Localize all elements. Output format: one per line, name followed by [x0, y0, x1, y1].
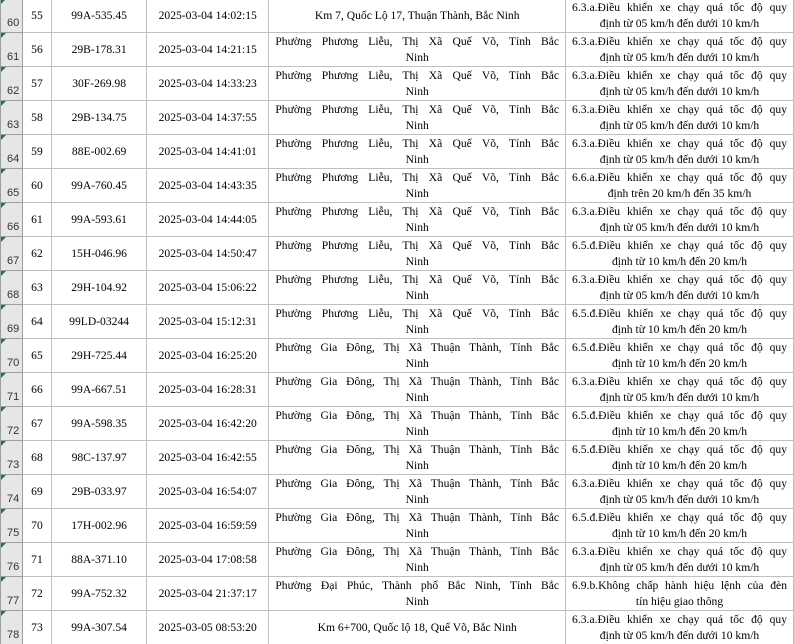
plate-cell[interactable]: 29B-033.97	[52, 475, 147, 509]
stt-cell[interactable]: 72	[22, 577, 51, 611]
table-row[interactable]	[1, 475, 794, 509]
violation-line: định từ 10 km/h đến 20 km/h	[611, 526, 748, 540]
violation-line: định từ 05 km/h đến dưới 10 km/h	[599, 50, 760, 64]
violation-cell[interactable]	[566, 475, 794, 509]
location-line: Phường Phương Liễu, Thị Xã Quế Võ, Tỉnh Bắc	[275, 34, 560, 48]
violation-line: 6.5.đ.Điều khiển xe chạy quá tốc độ quy	[572, 238, 787, 252]
plate-cell[interactable]: 29H-725.44	[52, 339, 147, 373]
violation-cell[interactable]	[566, 611, 794, 644]
violation-line: định từ 10 km/h đến 20 km/h	[611, 356, 748, 370]
violation-line: định từ 05 km/h đến dưới 10 km/h	[599, 560, 760, 574]
violation-cell[interactable]	[566, 67, 794, 101]
location-line: Ninh	[405, 288, 429, 302]
violation-line: 6.5.đ.Điều khiển xe chạy quá tốc độ quy	[572, 340, 787, 354]
stt-cell[interactable]: 62	[22, 237, 51, 271]
time-cell[interactable]: 2025-03-04 14:37:55	[147, 101, 269, 135]
time-cell[interactable]: 2025-03-04 16:28:31	[147, 373, 269, 407]
violation-line: 6.9.b.Không chấp hành hiệu lệnh của đèn	[572, 578, 787, 592]
violation-cell[interactable]	[566, 339, 794, 373]
location-cell[interactable]	[269, 169, 566, 203]
location-line: Ninh	[405, 220, 429, 234]
violation-line: 6.6.a.Điều khiển xe chạy quá tốc độ quy	[572, 170, 787, 184]
location-line: Phường Phương Liễu, Thị Xã Quế Võ, Tỉnh Bắc	[275, 170, 560, 184]
row-header[interactable]: 72	[1, 407, 23, 441]
location-line: Ninh	[405, 84, 429, 98]
row-header[interactable]: 78	[1, 611, 23, 644]
violation-line: 6.3.a.Điều khiển xe chạy quá tốc độ quy	[572, 374, 787, 388]
violation-cell[interactable]	[566, 305, 794, 339]
location-line: Ninh	[405, 254, 429, 268]
violation-cell[interactable]	[566, 169, 794, 203]
location-cell[interactable]	[269, 0, 566, 33]
table-row[interactable]	[1, 441, 794, 475]
violation-line: 6.3.a.Điều khiển xe chạy quá tốc độ quy	[572, 544, 787, 558]
plate-cell[interactable]: 29B-134.75	[52, 101, 147, 135]
violation-cell[interactable]	[566, 543, 794, 577]
stt-cell[interactable]: 68	[22, 441, 51, 475]
location-line: Ninh	[405, 458, 429, 472]
row-header[interactable]: 70	[1, 339, 23, 373]
location-cell[interactable]	[269, 339, 566, 373]
stt-cell[interactable]: 70	[22, 509, 51, 543]
plate-cell[interactable]: 99A-760.45	[52, 169, 147, 203]
row-header[interactable]: 74	[1, 475, 23, 509]
stt-cell[interactable]: 58	[22, 101, 51, 135]
plate-cell[interactable]: 30F-269.98	[52, 67, 147, 101]
location-line: Ninh	[405, 186, 429, 200]
table-row[interactable]	[1, 203, 794, 237]
violation-line: 6.5.đ.Điều khiển xe chạy quá tốc độ quy	[572, 442, 787, 456]
time-cell[interactable]: 2025-03-04 16:25:20	[147, 339, 269, 373]
time-cell[interactable]: 2025-03-04 21:37:17	[147, 577, 269, 611]
table-row[interactable]	[1, 339, 794, 373]
violation-cell[interactable]	[566, 101, 794, 135]
location-cell[interactable]	[269, 305, 566, 339]
location-cell[interactable]	[269, 33, 566, 67]
stt-cell[interactable]: 63	[22, 271, 51, 305]
violation-cell[interactable]	[566, 271, 794, 305]
table-row[interactable]	[1, 169, 794, 203]
location-line: Ninh	[405, 118, 429, 132]
stt-cell[interactable]: 66	[22, 373, 51, 407]
location-cell[interactable]	[269, 509, 566, 543]
table-row[interactable]	[1, 305, 794, 339]
plate-cell[interactable]: 99A-307.54	[52, 611, 147, 644]
time-cell[interactable]: 2025-03-04 16:54:07	[147, 475, 269, 509]
location-line: Ninh	[405, 356, 429, 370]
row-header[interactable]: 73	[1, 441, 23, 475]
table-row[interactable]	[1, 67, 794, 101]
table-row[interactable]	[1, 611, 794, 644]
stt-cell[interactable]: 69	[22, 475, 51, 509]
location-cell[interactable]	[269, 237, 566, 271]
stt-cell[interactable]: 65	[22, 339, 51, 373]
time-cell[interactable]: 2025-03-04 16:42:55	[147, 441, 269, 475]
violation-line: 6.3.a.Điều khiển xe chạy quá tốc độ quy	[572, 102, 787, 116]
stt-cell[interactable]: 61	[22, 203, 51, 237]
violation-line: định từ 05 km/h đến dưới 10 km/h	[599, 390, 760, 404]
location-line: Ninh	[405, 390, 429, 404]
table-row[interactable]	[1, 407, 794, 441]
violation-line: định từ 05 km/h đến dưới 10 km/h	[599, 220, 760, 234]
time-cell[interactable]: 2025-03-04 14:50:47	[147, 237, 269, 271]
violation-line: 6.5.đ.Điều khiển xe chạy quá tốc độ quy	[572, 510, 787, 524]
table-row[interactable]	[1, 509, 794, 543]
plate-cell[interactable]: 98C-137.97	[52, 441, 147, 475]
table-row[interactable]	[1, 0, 794, 33]
row-header[interactable]: 65	[1, 169, 23, 203]
location-line: Phường Phương Liễu, Thị Xã Quế Võ, Tỉnh Bắc	[275, 238, 560, 252]
time-cell[interactable]: 2025-03-04 14:41:01	[147, 135, 269, 169]
plate-cell[interactable]: 88E-002.69	[52, 135, 147, 169]
time-cell[interactable]: 2025-03-04 14:33:23	[147, 67, 269, 101]
row-header[interactable]: 75	[1, 509, 23, 543]
violation-line: định từ 10 km/h đến 20 km/h	[611, 458, 748, 472]
violation-cell[interactable]	[566, 203, 794, 237]
table-body	[1, 0, 794, 644]
table-row[interactable]	[1, 543, 794, 577]
violation-line: định từ 05 km/h đến dưới 10 km/h	[599, 492, 760, 506]
location-cell[interactable]	[269, 611, 566, 644]
location-cell[interactable]	[269, 543, 566, 577]
plate-cell[interactable]: 15H-046.96	[52, 237, 147, 271]
time-cell[interactable]: 2025-03-04 17:08:58	[147, 543, 269, 577]
violation-line: định từ 05 km/h đến dưới 10 km/h	[599, 288, 760, 302]
location-line: Phường Phương Liễu, Thị Xã Quế Võ, Tỉnh Bắc	[275, 272, 560, 286]
violation-line: định từ 05 km/h đến dưới 10 km/h	[599, 118, 760, 132]
stt-cell[interactable]: 67	[22, 407, 51, 441]
violation-line: định từ 05 km/h đến dưới 10 km/h	[599, 628, 760, 642]
time-cell[interactable]: 2025-03-05 08:53:20	[147, 611, 269, 644]
stt-cell[interactable]: 64	[22, 305, 51, 339]
violation-cell[interactable]	[566, 509, 794, 543]
location-cell[interactable]	[269, 203, 566, 237]
stt-cell[interactable]: 57	[22, 67, 51, 101]
location-line: Phường Gia Đông, Thị Xã Thuận Thành, Tỉnh Bắc	[275, 510, 560, 524]
stt-cell[interactable]: 56	[22, 33, 51, 67]
location-cell[interactable]	[269, 475, 566, 509]
row-header[interactable]: 68	[1, 271, 23, 305]
location-line: Ninh	[405, 594, 429, 608]
location-line: Phường Gia Đông, Thị Xã Thuận Thành, Tỉnh Bắc	[275, 544, 560, 558]
row-header[interactable]: 71	[1, 373, 23, 407]
time-cell[interactable]: 2025-03-04 16:59:59	[147, 509, 269, 543]
violation-cell[interactable]	[566, 33, 794, 67]
violation-line: 6.3.a.Điều khiển xe chạy quá tốc độ quy	[572, 0, 787, 14]
time-cell[interactable]: 2025-03-04 14:44:05	[147, 203, 269, 237]
location-cell[interactable]	[269, 101, 566, 135]
stt-cell[interactable]: 71	[22, 543, 51, 577]
violation-line: 6.3.a.Điều khiển xe chạy quá tốc độ quy	[572, 204, 787, 218]
violation-cell[interactable]	[566, 577, 794, 611]
time-cell[interactable]: 2025-03-04 14:02:15	[147, 0, 269, 33]
location-cell[interactable]	[269, 135, 566, 169]
location-cell[interactable]	[269, 407, 566, 441]
stt-cell[interactable]: 60	[22, 169, 51, 203]
time-cell[interactable]: 2025-03-04 14:43:35	[147, 169, 269, 203]
time-cell[interactable]: 2025-03-04 14:21:15	[147, 33, 269, 67]
violation-cell[interactable]	[566, 441, 794, 475]
location-line: Ninh	[405, 424, 429, 438]
violation-cell[interactable]	[566, 407, 794, 441]
location-line: Ninh	[405, 492, 429, 506]
stt-cell[interactable]: 59	[22, 135, 51, 169]
violation-cell[interactable]	[566, 135, 794, 169]
location-line: Ninh	[405, 322, 429, 336]
violation-line: 6.5.đ.Điều khiển xe chạy quá tốc độ quy	[572, 408, 787, 422]
violation-cell[interactable]	[566, 237, 794, 271]
violation-line: định từ 05 km/h đến dưới 10 km/h	[599, 84, 760, 98]
table-row[interactable]	[1, 237, 794, 271]
plate-cell[interactable]: 99LD-03244	[52, 305, 147, 339]
row-header[interactable]: 77	[1, 577, 23, 611]
violation-line: 6.3.a.Điều khiển xe chạy quá tốc độ quy	[572, 34, 787, 48]
plate-cell[interactable]: 99A-598.35	[52, 407, 147, 441]
location-line: Phường Gia Đông, Thị Xã Thuận Thành, Tỉnh Bắc	[275, 408, 560, 422]
plate-cell[interactable]: 99A-667.51	[52, 373, 147, 407]
violation-cell[interactable]	[566, 373, 794, 407]
location-line: Ninh	[405, 560, 429, 574]
location-line: Phường Phương Liễu, Thị Xã Quế Võ, Tỉnh Bắc	[275, 68, 560, 82]
violation-line: 6.3.a.Điều khiển xe chạy quá tốc độ quy	[572, 272, 787, 286]
location-cell[interactable]	[269, 373, 566, 407]
row-header[interactable]: 69	[1, 305, 23, 339]
plate-cell[interactable]: 99A-593.61	[52, 203, 147, 237]
stt-cell[interactable]: 73	[22, 611, 51, 644]
plate-cell[interactable]: 29B-178.31	[52, 33, 147, 67]
violation-line: định từ 10 km/h đến 20 km/h	[611, 254, 748, 268]
row-header[interactable]: 67	[1, 237, 23, 271]
time-cell[interactable]: 2025-03-04 15:12:31	[147, 305, 269, 339]
location-line: Phường Phương Liễu, Thị Xã Quế Võ, Tỉnh Bắc	[275, 102, 560, 116]
location-line: Phường Đại Phúc, Thành phố Bắc Ninh, Tỉnh Bắc	[275, 578, 560, 592]
location-cell[interactable]	[269, 577, 566, 611]
stt-cell[interactable]: 55	[22, 0, 51, 33]
row-header[interactable]: 61	[1, 33, 23, 67]
plate-cell[interactable]: 17H-002.96	[52, 509, 147, 543]
location-line: Phường Gia Đông, Thị Xã Thuận Thành, Tỉnh Bắc	[275, 374, 560, 388]
table-row[interactable]	[1, 101, 794, 135]
violation-line: 6.3.a.Điều khiển xe chạy quá tốc độ quy	[572, 476, 787, 490]
violation-line: 6.3.a.Điều khiển xe chạy quá tốc độ quy	[572, 136, 787, 150]
violation-line: tín hiệu giao thông	[635, 594, 724, 608]
time-cell[interactable]: 2025-03-04 16:42:20	[147, 407, 269, 441]
table-row[interactable]	[1, 33, 794, 67]
location-line: Ninh	[405, 152, 429, 166]
location-line: Phường Phương Liễu, Thị Xã Quế Võ, Tỉnh Bắc	[275, 136, 560, 150]
violation-line: định từ 10 km/h đến 20 km/h	[611, 322, 748, 336]
violation-line: định từ 05 km/h đến dưới 10 km/h	[599, 152, 760, 166]
location-cell[interactable]	[269, 441, 566, 475]
location-line: Phường Phương Liễu, Thị Xã Quế Võ, Tỉnh Bắc	[275, 306, 560, 320]
violation-line: 6.3.a.Điều khiển xe chạy quá tốc độ quy	[572, 612, 787, 626]
location-line: Phường Gia Đông, Thị Xã Thuận Thành, Tỉnh Bắc	[275, 476, 560, 490]
location-line: Phường Phương Liễu, Thị Xã Quế Võ, Tỉnh Bắc	[275, 204, 560, 218]
row-header[interactable]: 62	[1, 67, 23, 101]
location-line: Km 6+700, Quốc lộ 18, Quế Võ, Bắc Ninh	[317, 620, 517, 634]
violation-line: 6.5.đ.Điều khiển xe chạy quá tốc độ quy	[572, 306, 787, 320]
location-line: Phường Gia Đông, Thị Xã Thuận Thành, Tỉnh Bắc	[275, 442, 560, 456]
table-row[interactable]	[1, 577, 794, 611]
row-header[interactable]: 64	[1, 135, 23, 169]
table-row[interactable]	[1, 135, 794, 169]
violation-line: 6.3.a.Điều khiển xe chạy quá tốc độ quy	[572, 68, 787, 82]
violation-line: định từ 05 km/h đến dưới 10 km/h	[599, 16, 760, 30]
row-header[interactable]: 63	[1, 101, 23, 135]
location-line: Km 7, Quốc Lộ 17, Thuận Thành, Bắc Ninh	[314, 8, 520, 22]
location-cell[interactable]	[269, 271, 566, 305]
violation-line: định từ 10 km/h đến 20 km/h	[611, 424, 748, 438]
location-cell[interactable]	[269, 67, 566, 101]
plate-cell[interactable]: 99A-752.32	[52, 577, 147, 611]
time-cell[interactable]: 2025-03-04 15:06:22	[147, 271, 269, 305]
table-row[interactable]	[1, 271, 794, 305]
violation-cell[interactable]	[566, 0, 794, 33]
plate-cell[interactable]: 99A-535.45	[52, 0, 147, 33]
location-line: Phường Gia Đông, Thị Xã Thuận Thành, Tỉnh Bắc	[275, 340, 560, 354]
table-row[interactable]	[1, 373, 794, 407]
row-header[interactable]: 76	[1, 543, 23, 577]
row-header[interactable]: 66	[1, 203, 23, 237]
plate-cell[interactable]: 29H-104.92	[52, 271, 147, 305]
location-line: Ninh	[405, 526, 429, 540]
violation-line: định trên 20 km/h đến 35 km/h	[607, 186, 752, 200]
plate-cell[interactable]: 88A-371.10	[52, 543, 147, 577]
location-line: Ninh	[405, 50, 429, 64]
row-header[interactable]: 60	[1, 0, 23, 33]
